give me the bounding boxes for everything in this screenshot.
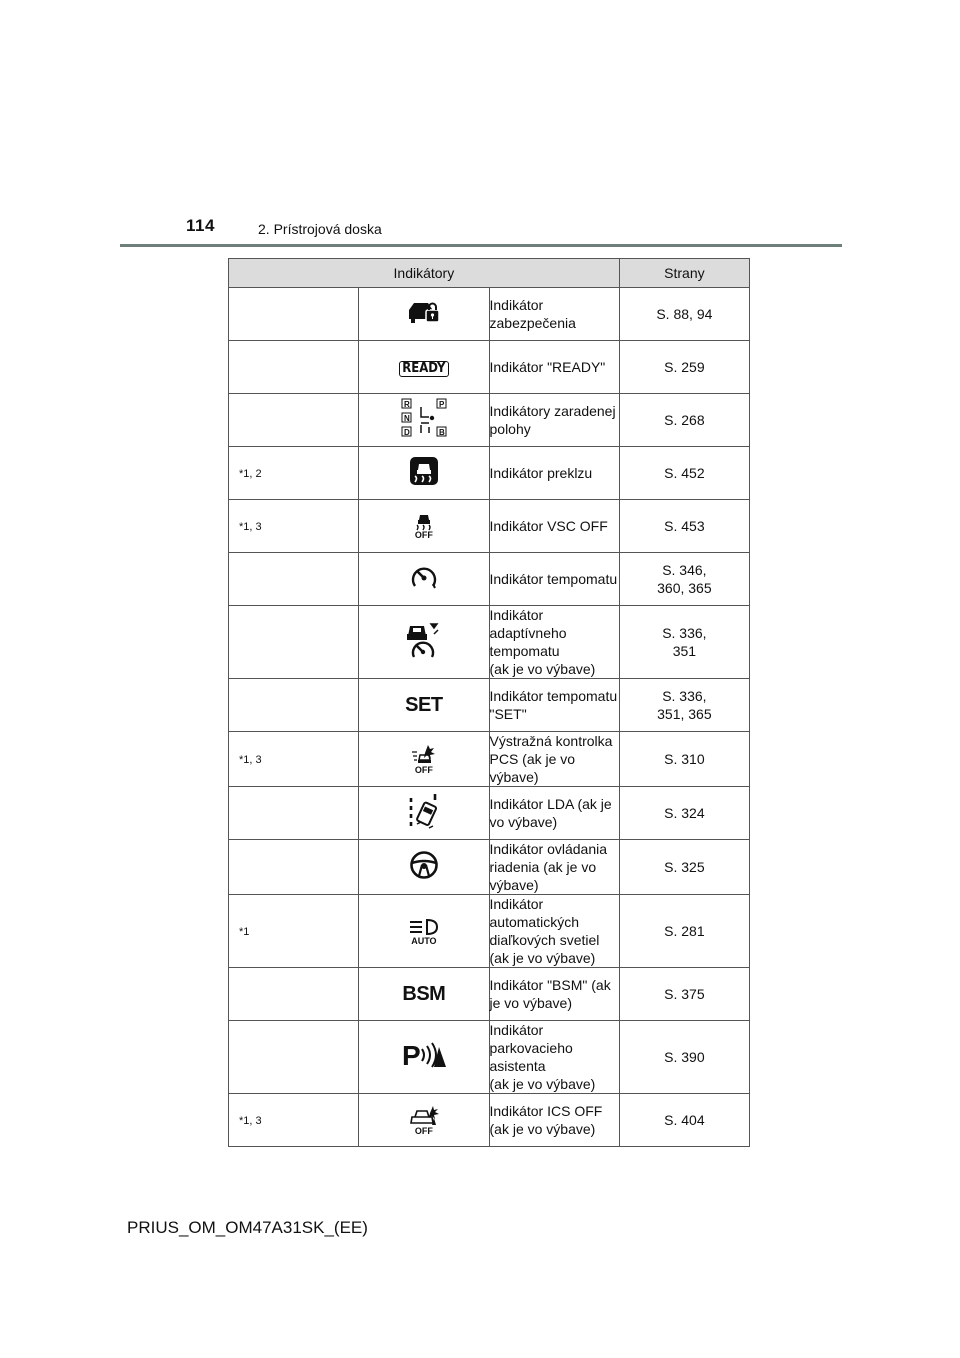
header-divider xyxy=(120,244,842,247)
footnote-cell xyxy=(229,1094,359,1147)
footnote-cell xyxy=(229,732,359,787)
icon-cell xyxy=(359,288,489,341)
indicator-label: Indikátor preklzu xyxy=(489,447,619,500)
table-row xyxy=(229,500,750,553)
footnote-cell xyxy=(229,553,359,606)
section-title: 2. Prístrojová doska xyxy=(258,221,382,237)
slip-icon xyxy=(409,456,439,486)
bsm-icon: BSM xyxy=(402,982,446,1005)
footnote-marker: *1 xyxy=(239,926,250,938)
table-row xyxy=(229,553,750,606)
table-row xyxy=(229,288,750,341)
footnote-cell xyxy=(229,679,359,732)
vsc-off-icon: OFF xyxy=(411,513,437,540)
adaptive-cruise-icon xyxy=(404,620,444,660)
icon-cell xyxy=(359,500,489,553)
page-reference: S. 259 xyxy=(619,341,749,394)
footnote-cell xyxy=(229,1021,359,1094)
indicator-label: Výstražná kontrolka PCS (ak je vo výbave) xyxy=(489,732,619,787)
steering-control-icon xyxy=(409,850,439,880)
icon-cell xyxy=(359,553,489,606)
cruise-control-icon xyxy=(409,562,439,592)
table-row xyxy=(229,341,750,394)
svg-text:R: R xyxy=(403,400,410,409)
icon-cell xyxy=(359,787,489,840)
table-row xyxy=(229,895,750,968)
document-code: PRIUS_OM_OM47A31SK_(EE) xyxy=(127,1218,368,1237)
svg-text:B: B xyxy=(438,428,445,437)
table-row xyxy=(229,447,750,500)
table-row xyxy=(229,732,750,787)
table-row xyxy=(229,840,750,895)
icon-cell xyxy=(359,394,489,447)
indicator-label: Indikátor LDA (ak je vo výbave) xyxy=(489,787,619,840)
column-header-indicators: Indikátory xyxy=(229,259,620,288)
table-row xyxy=(229,1021,750,1094)
ics-off-icon: OFF xyxy=(408,1105,440,1136)
table-row xyxy=(229,968,750,1021)
page-number: 114 xyxy=(186,216,215,235)
table-row xyxy=(229,394,750,447)
page-reference: S. 324 xyxy=(619,787,749,840)
footnote-marker: *1, 3 xyxy=(239,754,262,766)
footnote-cell xyxy=(229,968,359,1021)
footnote-cell xyxy=(229,341,359,394)
footnote-cell xyxy=(229,288,359,341)
page-reference: S. 310 xyxy=(619,732,749,787)
svg-text:P: P xyxy=(401,1040,421,1071)
indicator-label: Indikátor "READY" xyxy=(489,341,619,394)
page-reference: S. 452 xyxy=(619,447,749,500)
indicator-label: Indikátor tempomatu xyxy=(489,553,619,606)
page-reference: S. 453 xyxy=(619,500,749,553)
page-reference: S. 268 xyxy=(619,394,749,447)
indicator-label: Indikátor VSC OFF xyxy=(489,500,619,553)
svg-text:N: N xyxy=(403,414,410,423)
indicator-table xyxy=(228,258,750,1147)
page-reference: S. 336, 351, 365 xyxy=(619,679,749,732)
page-reference: S. 375 xyxy=(619,968,749,1021)
security-lock-icon xyxy=(406,299,442,325)
page-reference: S. 281 xyxy=(619,895,749,968)
icon-cell xyxy=(359,447,489,500)
shift-position-icon xyxy=(399,397,449,439)
auto-high-beam-icon: AUTO xyxy=(407,917,441,946)
table-row xyxy=(229,787,750,840)
pcs-off-icon: OFF xyxy=(411,744,437,775)
footnote-marker: *1, 3 xyxy=(239,521,262,533)
icon-cell xyxy=(359,840,489,895)
icon-cell xyxy=(359,606,489,679)
footnote-cell xyxy=(229,394,359,447)
page-reference: S. 390 xyxy=(619,1021,749,1094)
page-reference: S. 325 xyxy=(619,840,749,895)
parking-assist-icon xyxy=(401,1039,447,1071)
icon-cell xyxy=(359,1094,489,1147)
svg-text:P: P xyxy=(438,400,445,409)
lda-icon xyxy=(407,792,441,830)
icon-cell xyxy=(359,341,489,394)
footnote-cell xyxy=(229,840,359,895)
indicator-label: Indikátor ovládania riadenia (ak je vo výbave) xyxy=(489,840,619,895)
table-header-row xyxy=(229,259,750,288)
ready-icon: READY xyxy=(399,361,448,377)
indicator-label: Indikátor "BSM" (ak je vo výbave) xyxy=(489,968,619,1021)
footnote-marker: *1, 2 xyxy=(239,468,262,480)
footnote-cell xyxy=(229,447,359,500)
column-header-pages: Strany xyxy=(619,259,749,288)
page-reference: S. 336, 351 xyxy=(619,606,749,679)
set-icon: SET xyxy=(405,693,443,716)
footnote-cell xyxy=(229,606,359,679)
indicator-label: Indikátor tempomatu "SET" xyxy=(489,679,619,732)
icon-cell xyxy=(359,895,489,968)
icon-cell xyxy=(359,679,489,732)
indicator-label: Indikátor automatických diaľkových svetiel (ak je vo výbave) xyxy=(489,895,619,968)
table-row xyxy=(229,679,750,732)
footnote-marker: *1, 3 xyxy=(239,1115,262,1127)
icon-cell xyxy=(359,968,489,1021)
indicator-label: Indikátor parkovacieho asistenta (ak je vo výbave) xyxy=(489,1021,619,1094)
indicator-label: Indikátor ICS OFF (ak je vo výbave) xyxy=(489,1094,619,1147)
table-row xyxy=(229,606,750,679)
indicator-label: Indikátory zaradenej polohy xyxy=(489,394,619,447)
indicator-label: Indikátor zabezpečenia xyxy=(489,288,619,341)
indicator-label: Indikátor adaptívneho tempomatu (ak je vo výbave) xyxy=(489,606,619,679)
page-reference: S. 346, 360, 365 xyxy=(619,553,749,606)
page-reference: S. 404 xyxy=(619,1094,749,1147)
table-row xyxy=(229,1094,750,1147)
footnote-cell xyxy=(229,895,359,968)
icon-cell xyxy=(359,732,489,787)
footnote-cell xyxy=(229,787,359,840)
icon-cell xyxy=(359,1021,489,1094)
footnote-cell xyxy=(229,500,359,553)
page-reference: S. 88, 94 xyxy=(619,288,749,341)
svg-text:D: D xyxy=(403,428,410,437)
